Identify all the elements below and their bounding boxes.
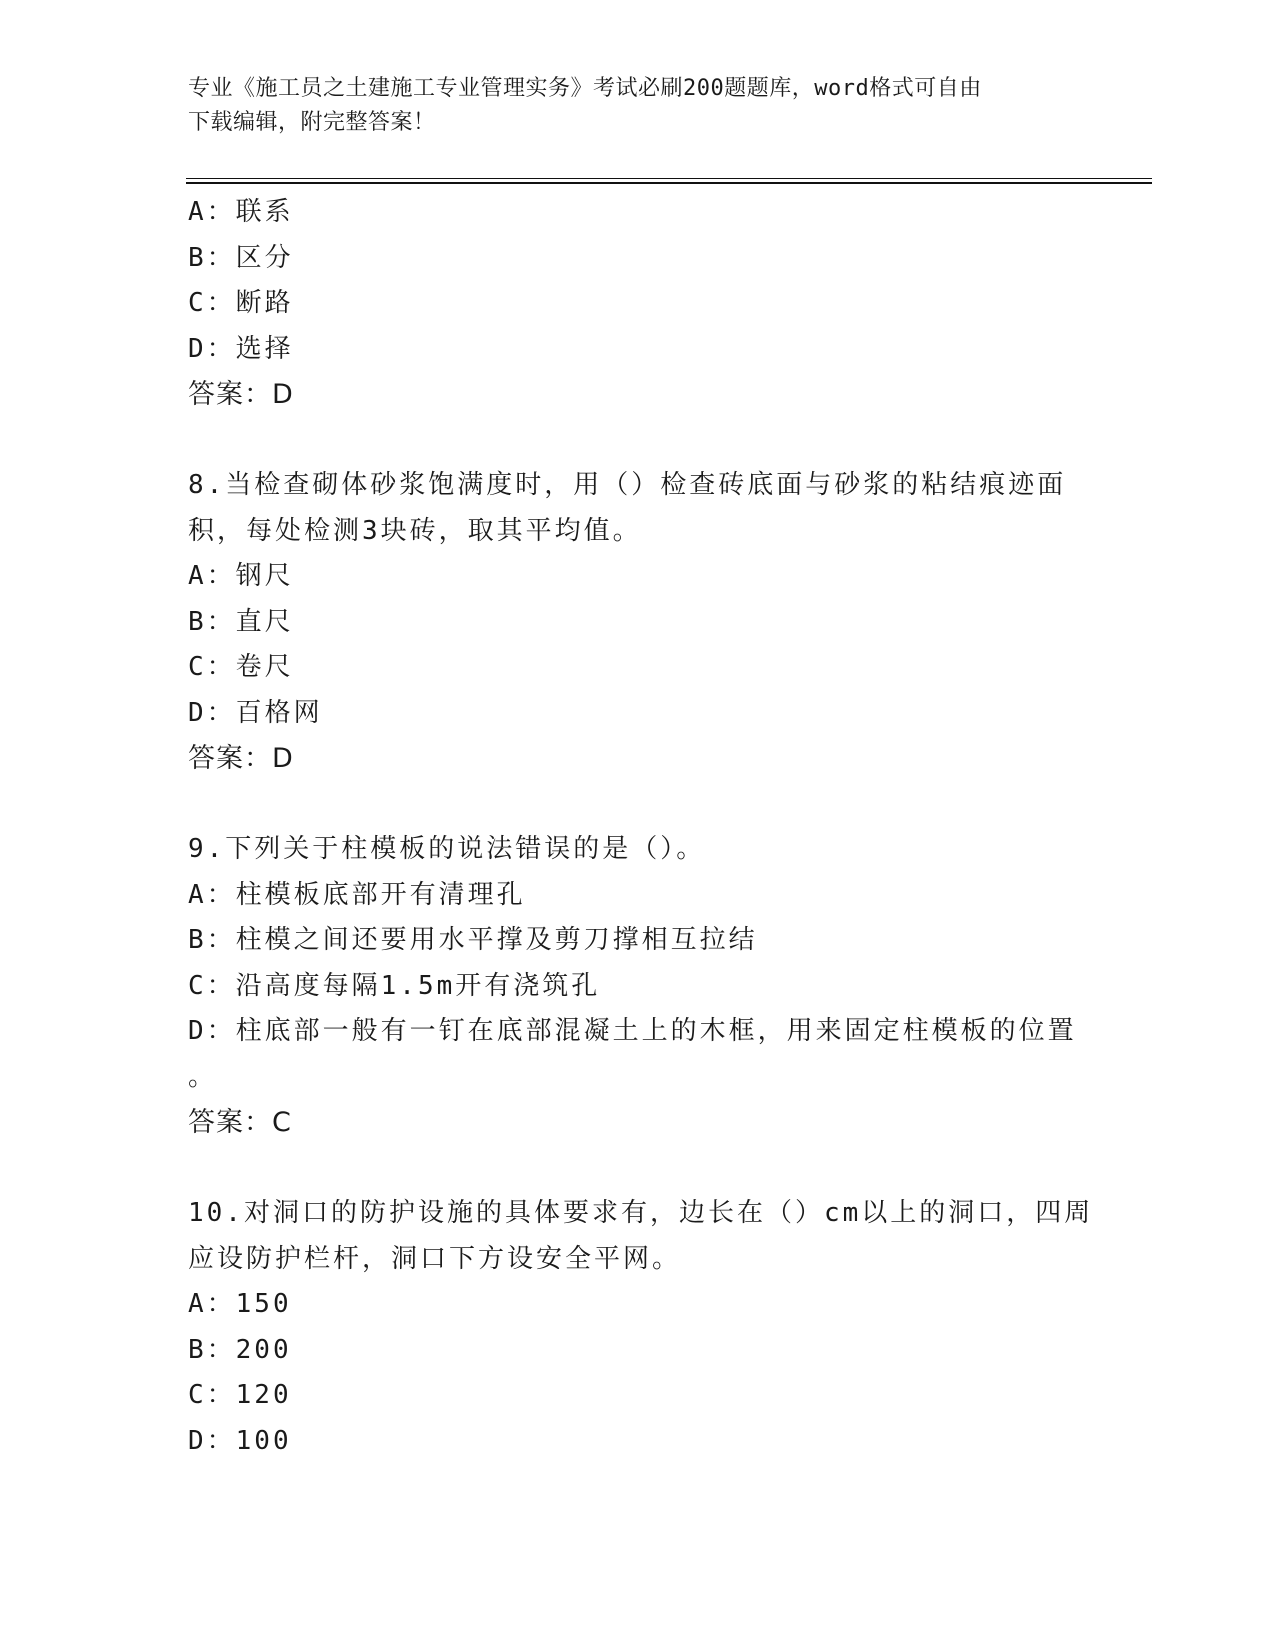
- document-header: [188, 72, 1068, 140]
- header-divider-thin: [186, 178, 1152, 179]
- option-c: C：120: [188, 1380, 292, 1410]
- spacer: [188, 782, 1088, 828]
- question-stem: 10.对洞口的防护设施的具体要求有，边长在（）cm以上的洞口，四周: [188, 1198, 1094, 1228]
- option-a: A：柱模板底部开有清理孔: [188, 879, 526, 910]
- spacer: [188, 1146, 1088, 1192]
- question-stem: 8.当检查砌体砂浆饱满度时，用（）检查砖底面与砂浆的粘结痕迹面: [188, 470, 1067, 500]
- option-b: B：200: [188, 1334, 292, 1365]
- option-a: A：联系: [188, 197, 294, 227]
- option-b: B：区分: [188, 242, 294, 273]
- option-d: D：选择: [188, 333, 294, 364]
- header-divider-thick: [186, 182, 1152, 184]
- answer-label: 答案：D: [188, 743, 294, 774]
- option-b: B：柱模之间还要用水平撑及剪刀撑相互拉结: [188, 925, 758, 955]
- question-10: [188, 1191, 1094, 1464]
- header-line-1: 专业《施工员之土建施工专业管理实务》考试必刷200题题库，word格式可自由: [188, 76, 982, 101]
- option-a: A：150: [188, 1289, 292, 1319]
- option-d-continued: 。: [188, 1061, 218, 1092]
- option-d: D：百格网: [188, 697, 323, 728]
- answer-label: 答案：D: [188, 379, 294, 410]
- spacer: [188, 418, 1088, 464]
- option-c: C：沿高度每隔1.5m开有浇筑孔: [188, 970, 601, 1001]
- option-d: D：100: [188, 1425, 292, 1456]
- option-c: C：断路: [188, 288, 294, 318]
- question-list: [188, 190, 1094, 1464]
- question-stem: 9.下列关于柱模板的说法错误的是（）。: [188, 834, 706, 864]
- option-d: D：柱底部一般有一钉在底部混凝土上的木框，用来固定柱模板的位置: [188, 1016, 1077, 1046]
- question-stem-continued: 应设防护栏杆，洞口下方设安全平网。: [188, 1243, 682, 1274]
- answer-label: 答案：C: [188, 1107, 292, 1138]
- question-7: [188, 190, 1088, 418]
- question-8: [188, 463, 1088, 782]
- option-a: A：钢尺: [188, 561, 294, 591]
- header-line-2: 下载编辑，附完整答案！: [188, 110, 436, 135]
- question-stem-continued: 积，每处检测3块砖，取其平均值。: [188, 515, 642, 546]
- option-c: C：卷尺: [188, 652, 294, 682]
- option-b: B：直尺: [188, 606, 294, 637]
- question-9: [188, 827, 1088, 1146]
